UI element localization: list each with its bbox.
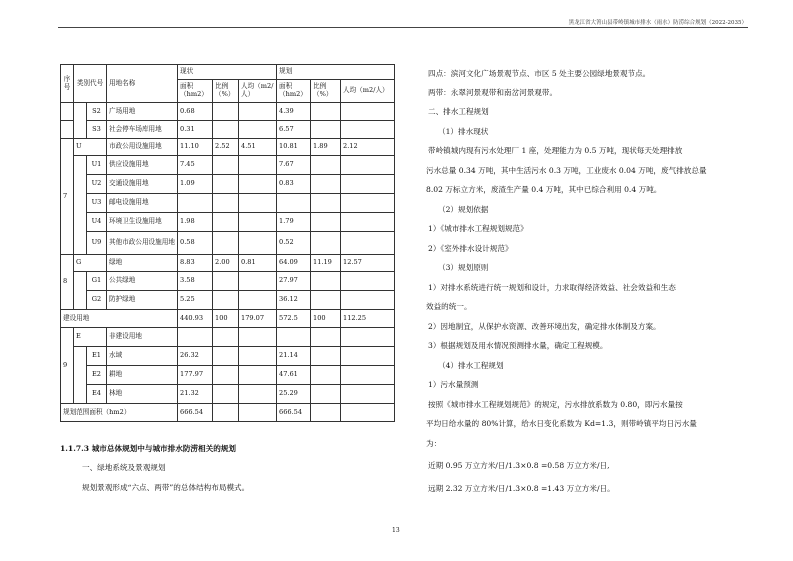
cell-current-per-capita [239,156,277,175]
text-line: 污水总量 0.34 万吨，其中生活污水 0.3 万吨，工业废水 0.04 万吨，废气排放总量 [426,166,707,175]
cell-land-name: 邮电设施用地 [107,194,178,213]
cell-current-area: 3.58 [178,272,213,291]
cell-land-name: 水域 [107,347,178,366]
cell-current-ratio: 100 [213,310,239,328]
cell-planned-area: 36.12 [277,291,311,310]
cell-current-per-capita: 4.51 [239,139,277,156]
text-line: 1）污水量预测 [428,380,479,389]
cell-current-per-capita: 179.07 [239,310,277,328]
cell-major-code: E [74,328,107,347]
header-seq: 序号 [61,65,74,103]
cell-planned-area: 27.97 [277,272,311,291]
cell-planned-area [277,194,311,213]
cell-planned-per-capita [341,194,395,213]
cell-planned-ratio [311,404,341,422]
cell-planned-ratio: 11.19 [311,255,341,272]
cell-planned-per-capita: 2.12 [341,139,395,156]
cell-current-ratio [213,121,239,139]
cell-current-per-capita [239,291,277,310]
cell-planned-per-capita: 112.25 [341,310,395,328]
text-line: 1）对排水系统进行统一规划和设计，力求取得经济效益、社会效益和生态 [428,283,676,292]
text-line: （1）排水现状 [438,127,489,136]
cell-planned-ratio [311,366,341,385]
cell-planned-ratio [311,291,341,310]
cell-current-ratio [213,213,239,232]
cell-current-area: 5.25 [178,291,213,310]
cell-seq: 7 [61,139,74,255]
cell-planned-area: 47.61 [277,366,311,385]
cell-planned-per-capita [341,272,395,291]
cell-planned-area: 64.09 [277,255,311,272]
cell-planned-per-capita [341,175,395,194]
header-planned: 规划 [277,65,395,80]
cell-minor-code: U1 [87,156,107,175]
cell-current-ratio [213,385,239,404]
cell-current-per-capita [239,103,277,121]
cell-current-per-capita [239,121,277,139]
subsection-title: 一、绿地系统及景观规划 [82,463,166,472]
cell-planned-area [277,328,311,347]
cell-current-per-capita [239,366,277,385]
text-line: 2）《室外排水设计规范》 [428,244,513,253]
cell-plan-area-label: 规划范围面积（hm2） [61,404,178,422]
cell-minor-code: U4 [87,213,107,232]
cell-current-area: 8.83 [178,255,213,272]
cell-current-per-capita [239,404,277,422]
cell-minor-code: E4 [87,385,107,404]
cell-planned-per-capita [341,213,395,232]
cell-planned-ratio [311,385,341,404]
cell-current-ratio: 2.52 [213,139,239,156]
cell-planned-ratio [311,103,341,121]
cell-land-name: 广场用地 [107,103,178,121]
cell-planned-area: 666.54 [277,404,311,422]
cell-current-per-capita [239,347,277,366]
text-line: 2）因地制宜，从保护水资源、改善环境出发，确定排水体制及方案。 [428,322,661,331]
cell-planned-per-capita: 12.57 [341,255,395,272]
cell-current-area: 666.54 [178,404,213,422]
cell-current-per-capita [239,194,277,213]
header-current-per-capita: 人均（m2/人） [239,80,277,103]
cell-current-per-capita: 0.81 [239,255,277,272]
text-line: 远期 2.32 万立方米/日/1.3×0.8 =1.43 万立方米/日。 [428,484,615,493]
cell-planned-area: 10.81 [277,139,311,156]
cell-current-area [178,328,213,347]
cell-seq: 9 [61,328,74,404]
cell-current-area: 1.98 [178,213,213,232]
cell-total-label: 建设用地 [61,310,178,328]
cell-minor-code: G2 [87,291,107,310]
cell-planned-per-capita [341,328,395,347]
text-line: 二、排水工程规划 [428,107,489,116]
cell-planned-ratio [311,194,341,213]
section-heading: 1.1.7.3 城市总体规划中与城市排水防涝相关的规划 [60,444,236,453]
cell-land-name: 防护绿地 [107,291,178,310]
cell-planned-ratio [311,121,341,139]
header-current: 现状 [178,65,277,80]
cell-planned-per-capita [341,385,395,404]
cell-planned-ratio [311,347,341,366]
body-paragraph: 规划景观形成“六点、两带”的总体结构布局模式。 [82,483,250,492]
cell-major-code [74,103,87,139]
cell-minor-code: G1 [87,272,107,291]
cell-current-area: 11.10 [178,139,213,156]
cell-current-ratio [213,366,239,385]
cell-planned-ratio: 100 [311,310,341,328]
text-line: 3）根据规划及用水情况预测排水量，确定工程规模。 [428,341,608,350]
cell-planned-area: 7.67 [277,156,311,175]
cell-current-per-capita [239,175,277,194]
cell-land-name: 绿地 [107,255,178,272]
cell-current-ratio [213,328,239,347]
cell-current-ratio [213,175,239,194]
cell-seq: 8 [61,255,74,310]
cell-land-name: 供应设施用地 [107,156,178,175]
cell-current-area: 440.93 [178,310,213,328]
cell-planned-ratio [311,232,341,255]
cell-current-area [178,194,213,213]
cell-major-code [74,272,87,310]
cell-minor-code: E2 [87,366,107,385]
cell-planned-ratio [311,156,341,175]
cell-current-ratio [213,194,239,213]
cell-planned-ratio [311,175,341,194]
cell-major-code: G [74,255,107,272]
cell-land-name: 交通设施用地 [107,175,178,194]
cell-current-per-capita [239,232,277,255]
cell-current-ratio [213,347,239,366]
header-current-ratio: 比例（%） [213,80,239,103]
cell-current-per-capita [239,272,277,291]
cell-planned-per-capita [341,121,395,139]
header-category-code: 类别代号 [74,65,107,103]
cell-major-code: U [74,139,107,156]
cell-planned-ratio [311,328,341,347]
cell-current-ratio [213,272,239,291]
text-line: （4）排水工程规划 [438,361,504,370]
cell-minor-code: E1 [87,347,107,366]
cell-planned-ratio: 1.89 [311,139,341,156]
cell-seq [61,121,74,139]
cell-current-area: 0.68 [178,103,213,121]
cell-minor-code: U3 [87,194,107,213]
text-line: 效益的统一。 [426,302,472,311]
cell-planned-area: 21.14 [277,347,311,366]
text-line: 平均日给水量的 80%计算，给水日变化系数为 Kd=1.3，则带岭镇平均日污水量 [426,419,697,428]
cell-planned-per-capita [341,291,395,310]
text-line: 近期 0.95 万立方米/日/1.3×0.8 =0.58 万立方米/日, [428,461,610,470]
cell-planned-per-capita [341,156,395,175]
header-planned-ratio: 比例（%） [311,80,341,103]
cell-current-ratio: 2.00 [213,255,239,272]
cell-major-code [74,156,87,255]
cell-planned-area: 6.57 [277,121,311,139]
cell-planned-area: 0.52 [277,232,311,255]
header-rule [58,27,748,28]
cell-current-ratio [213,291,239,310]
text-line: 1）《城市排水工程规划规范》 [428,224,528,233]
page-header: 黑龙江省大箐山县带岭镇城市排水（雨水）防涝综合规划（2022-2035） [568,20,747,26]
cell-land-name: 市政公用设施用地 [107,139,178,156]
cell-current-per-capita [239,328,277,347]
cell-minor-code: S2 [87,103,107,121]
cell-planned-per-capita [341,347,395,366]
cell-planned-area: 25.29 [277,385,311,404]
cell-current-area: 0.58 [178,232,213,255]
text-line: 两带：永翠河景观带和南岔河景观带。 [428,88,558,97]
cell-current-area: 177.97 [178,366,213,385]
cell-land-name: 耕地 [107,366,178,385]
cell-land-name: 环境卫生设施用地 [107,213,178,232]
land-use-table [60,64,395,422]
cell-seq [61,103,74,121]
text-line: （3）规划原则 [438,263,489,272]
cell-minor-code: U2 [87,175,107,194]
cell-current-area: 0.31 [178,121,213,139]
cell-land-name: 公共绿地 [107,272,178,291]
text-line: 为： [426,439,442,448]
header-planned-area: 面积（hm2） [277,80,311,103]
cell-current-ratio [213,156,239,175]
header-land-name: 用地名称 [107,65,178,103]
cell-planned-ratio [311,213,341,232]
cell-current-area: 26.32 [178,347,213,366]
cell-land-name: 其他市政公用设施用地 [107,232,178,255]
cell-planned-per-capita [341,404,395,422]
cell-planned-area: 1.79 [277,213,311,232]
cell-land-name: 非建设用地 [107,328,178,347]
header-planned-per-capita: 人均（m2/人） [341,80,395,103]
cell-planned-area: 4.39 [277,103,311,121]
cell-land-name: 社会停车场库用地 [107,121,178,139]
cell-current-per-capita [239,385,277,404]
cell-current-area: 7.45 [178,156,213,175]
text-line: （2）规划依据 [438,205,489,214]
cell-current-ratio [213,232,239,255]
cell-minor-code: U9 [87,232,107,255]
cell-current-ratio [213,103,239,121]
cell-minor-code: S3 [87,121,107,139]
cell-current-ratio [213,404,239,422]
cell-current-area: 1.09 [178,175,213,194]
page-number: 13 [392,527,400,534]
cell-planned-per-capita [341,366,395,385]
cell-current-area: 21.32 [178,385,213,404]
cell-major-code [74,347,87,404]
cell-planned-per-capita [341,232,395,255]
cell-planned-per-capita [341,103,395,121]
cell-planned-area: 0.83 [277,175,311,194]
text-line: 带岭镇城内现有污水处理厂 1 座，处理能力为 0.5 万吨，现状每天处理排放 [428,146,683,155]
header-current-area: 面积（hm2） [178,80,213,103]
cell-planned-ratio [311,272,341,291]
text-line: 四点：滨河文化广场景观节点、市区 5 处主要公园绿地景观节点。 [428,69,651,78]
text-line: 按照《城市排水工程规划规范》的规定，污水排放系数为 0.80，即污水量按 [428,400,683,409]
cell-current-per-capita [239,213,277,232]
cell-planned-area: 572.5 [277,310,311,328]
text-line: 8.02 万标立方米，废渣生产量 0.4 万吨，其中已综合利用 0.4 万吨。 [426,185,662,194]
cell-land-name: 林地 [107,385,178,404]
